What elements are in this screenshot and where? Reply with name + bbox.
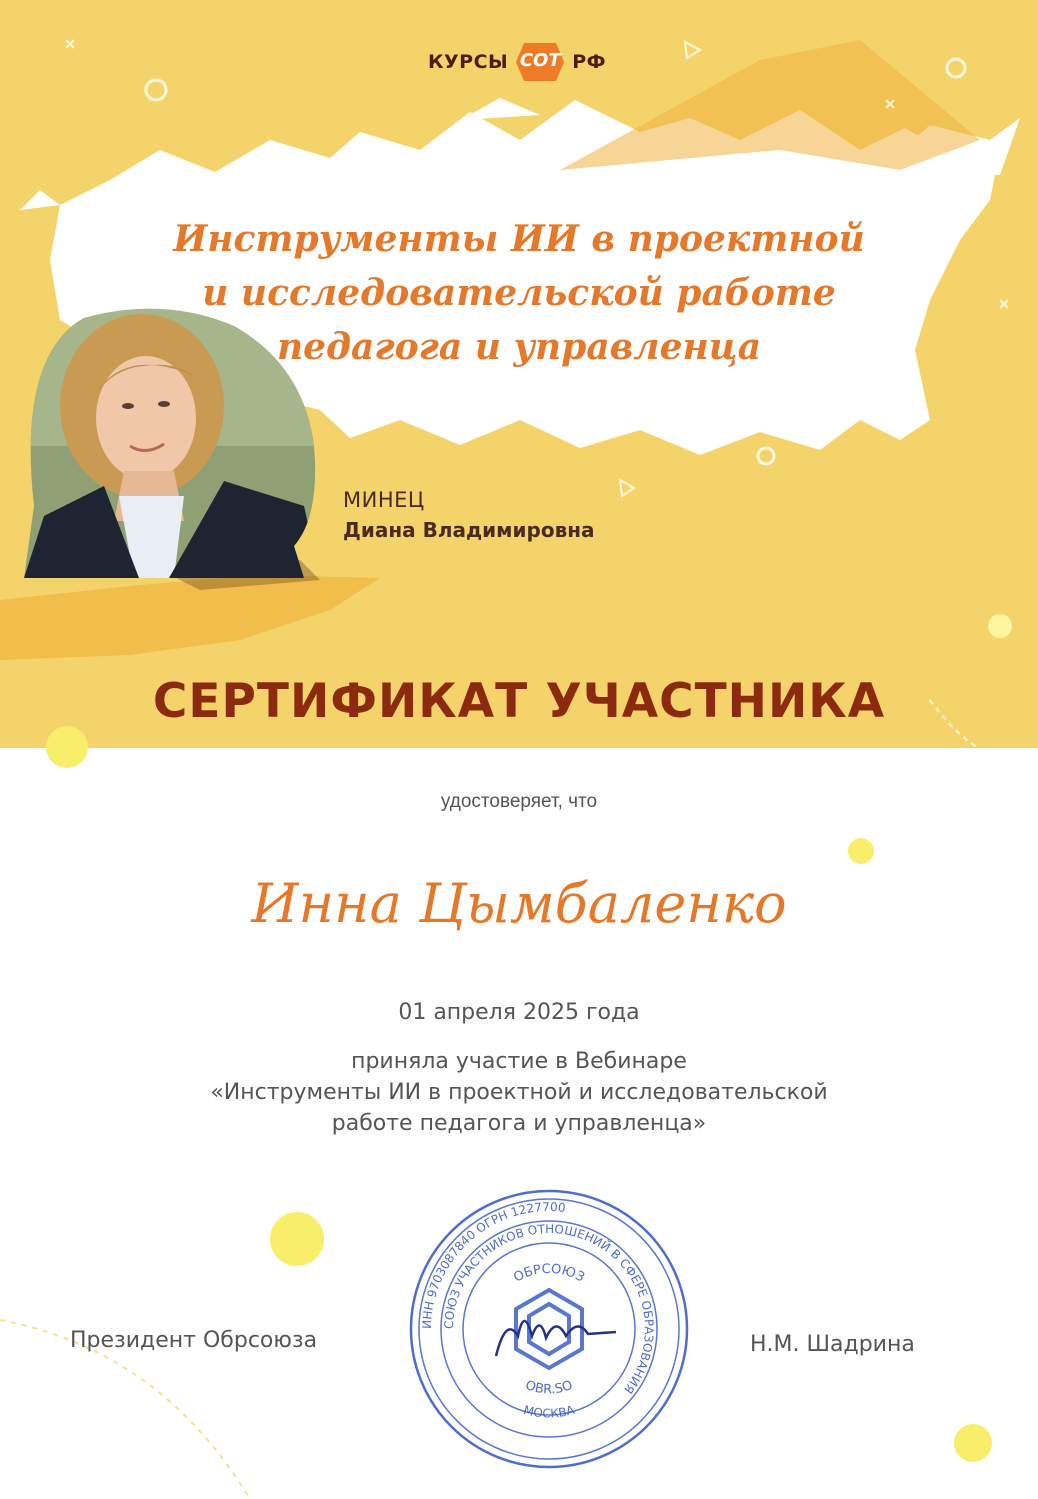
decor-dot — [988, 614, 1012, 638]
speaker-name — [343, 488, 595, 542]
courses-logo — [428, 40, 606, 84]
participation-line: приняла участие в Вебинаре — [351, 1049, 687, 1074]
certificate-title: СЕРТИФИКАТ УЧАСТНИКА — [152, 674, 886, 729]
svg-text:МОСКВА — [522, 1403, 577, 1421]
participation-text — [80, 1046, 958, 1139]
logo-right-word: РФ — [572, 51, 607, 73]
recipient-name: Инна Цымбаленко — [251, 872, 787, 935]
decor-dot — [270, 1212, 324, 1266]
official-stamp — [406, 1186, 692, 1472]
certifies-text: удостоверяет, что — [440, 791, 598, 812]
course-title-line: и исследовательской работе — [202, 272, 836, 314]
speaker-photo — [24, 306, 320, 578]
stamp-center-bottom: OBR.SO — [523, 1377, 575, 1398]
svg-text:ОБРСОЮЗ — [511, 1262, 586, 1286]
speaker-given-names: Диана Владимировна — [343, 518, 595, 542]
logo-badge-word: СОТ — [519, 50, 561, 71]
decor-dot — [954, 1424, 992, 1462]
decor-dot — [848, 838, 874, 864]
decor-dashed-swoosh — [0, 1290, 300, 1499]
speaker-surname: МИНЕЦ — [343, 488, 425, 512]
logo-left-word: КУРСЫ — [428, 51, 509, 73]
participation-line: «Инструменты ИИ в проектной и исследовательской — [210, 1080, 828, 1105]
svg-text:OBR.SO — [523, 1378, 575, 1398]
event-date: 01 апреля 2025 года — [398, 1000, 640, 1025]
signatory-name: Н.М. Шадрина — [750, 1332, 915, 1357]
signatory-position: Президент Обрсоюза — [70, 1328, 318, 1353]
participation-line: работе педагога и управленца» — [331, 1111, 707, 1136]
stamp-center-top: ОБРСОЮЗ — [511, 1261, 587, 1286]
stamp-registry-text: ИНН 9703087840 ОГРН 1227700 — [419, 1199, 567, 1330]
course-title-line: педагога и управленца — [276, 326, 762, 368]
course-title-line: Инструменты ИИ в проектной — [173, 218, 865, 260]
stamp-city: МОСКВА — [522, 1402, 577, 1421]
logo-badge — [514, 39, 566, 85]
stamp-ring-text: СОЮЗ УЧАСТНИКОВ ОТНОШЕНИЙ В СФЕРЕ ОБРАЗОВАНИЯ — [441, 1221, 657, 1397]
decor-dot — [46, 726, 88, 768]
